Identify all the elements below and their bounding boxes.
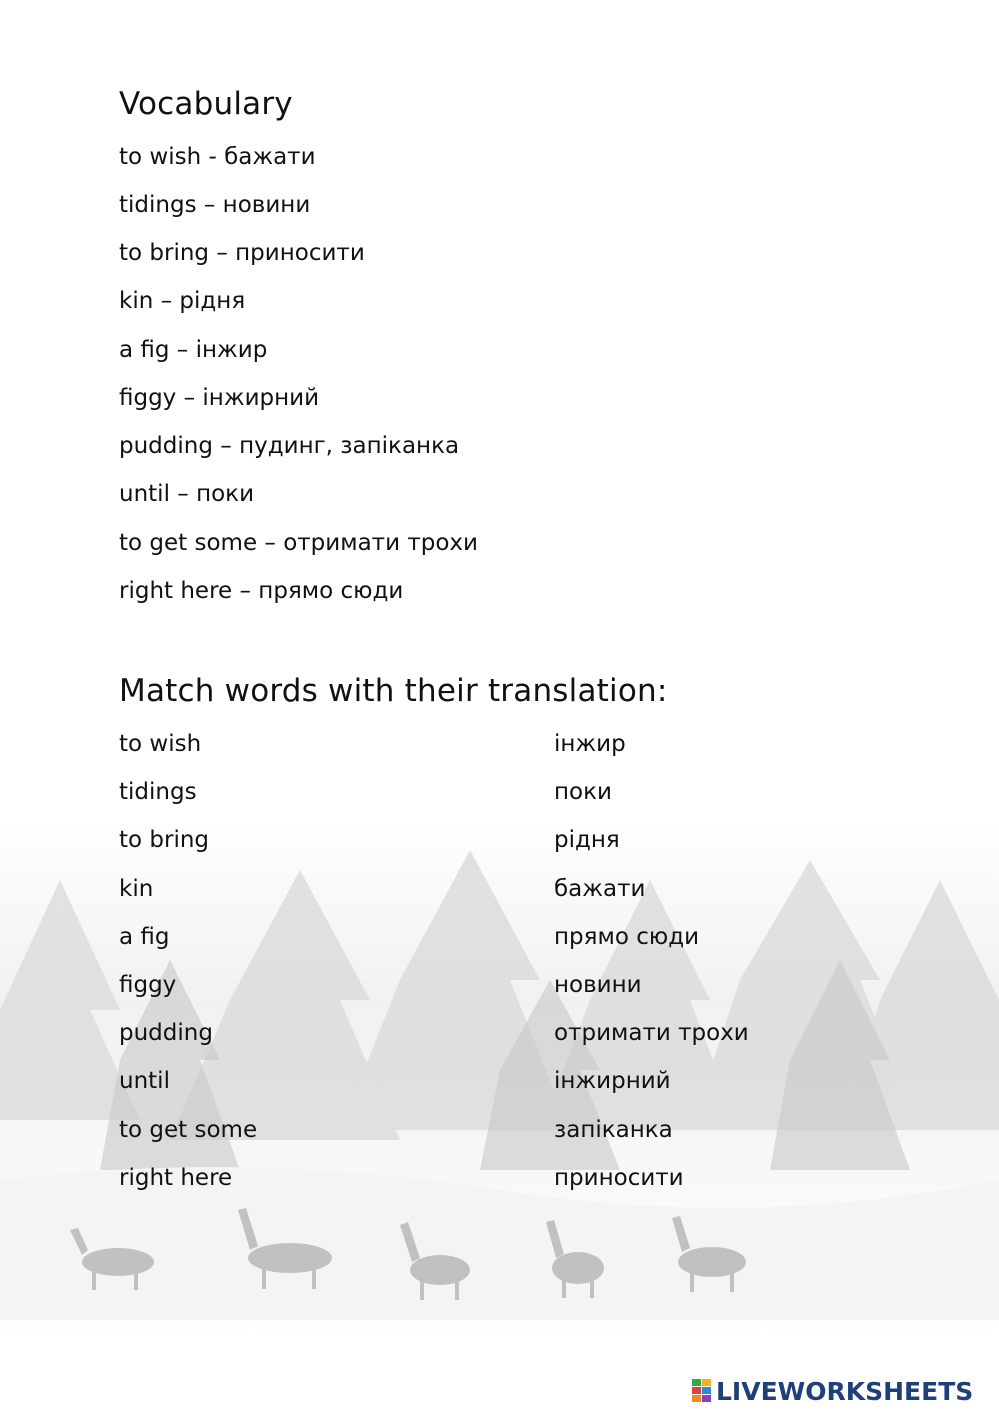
match-word[interactable]: to get some <box>119 1117 258 1143</box>
match-word[interactable]: kin <box>119 876 154 902</box>
vocabulary-item: figgy – інжирний <box>119 385 320 411</box>
vocabulary-item: right here – прямо сюди <box>119 578 404 604</box>
match-word[interactable]: to bring <box>119 827 210 853</box>
match-translation[interactable]: інжирний <box>554 1068 671 1094</box>
vocabulary-item: pudding – пудинг, запіканка <box>119 433 460 459</box>
vocabulary-item: kin – рідня <box>119 288 246 314</box>
match-translation[interactable]: отримати трохи <box>554 1020 749 1046</box>
liveworksheets-logo[interactable] <box>692 1376 992 1406</box>
match-title: Match words with their translation: <box>119 673 668 709</box>
vocabulary-title: Vocabulary <box>119 86 293 122</box>
match-word[interactable]: right here <box>119 1165 233 1191</box>
vocabulary-item: to bring – приносити <box>119 240 365 266</box>
match-translation[interactable]: інжир <box>554 731 626 757</box>
match-translation[interactable]: рідня <box>554 827 620 853</box>
match-translation[interactable]: бажати <box>554 876 646 902</box>
match-word[interactable]: a fig <box>119 924 170 950</box>
vocabulary-item: to wish - бажати <box>119 144 316 170</box>
liveworksheets-logo-icon <box>692 1379 712 1403</box>
vocabulary-item: to get some – отримати трохи <box>119 530 478 556</box>
vocabulary-item: until – поки <box>119 481 255 507</box>
liveworksheets-logo-text: LIVEWORKSHEETS <box>716 1376 974 1406</box>
match-word[interactable]: tidings <box>119 779 197 805</box>
match-translation[interactable]: приносити <box>554 1165 684 1191</box>
match-translation[interactable]: новини <box>554 972 642 998</box>
match-word[interactable]: to wish <box>119 731 202 757</box>
match-word[interactable]: pudding <box>119 1020 213 1046</box>
match-translation[interactable]: прямо сюди <box>554 924 700 950</box>
match-word[interactable]: figgy <box>119 972 177 998</box>
match-word[interactable]: until <box>119 1068 170 1094</box>
match-translation[interactable]: запіканка <box>554 1117 673 1143</box>
match-translation[interactable]: поки <box>554 779 612 805</box>
vocabulary-item: a fig – інжир <box>119 337 268 363</box>
vocabulary-item: tidings – новини <box>119 192 311 218</box>
